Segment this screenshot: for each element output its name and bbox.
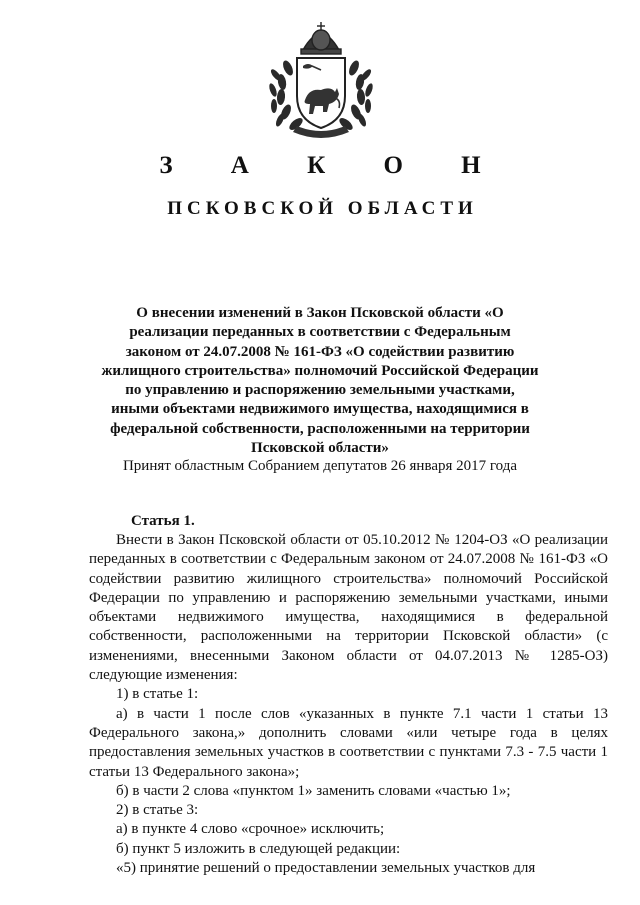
paragraph: а) в части 1 после слов «указанных в пункте 7.1 части 1 статьи 13 Федерального закона,» дополнить словами «или четыре года в целях предоставления земельных участков в соответствии с пунктами 7.3 - 7.5 части 1 статьи 13 Федерального закона»; (89, 705, 608, 780)
coat-of-arms (263, 20, 379, 140)
paragraph: 2) в статье 3: (116, 802, 199, 819)
law-heading: О внесении изменений в Закон Псковской области «О реализации переданных в соответствии с Федеральным законом от 24.07.2008 № 161-ФЗ «О содействии развитию жилищного строительства» полномочий Российской Федерации по управлению и распоряжению земельными участками, иными объектами недвижимого имущества, находящимися в федеральной собственности, расположенными на территории Псковской области» (101, 305, 539, 457)
paragraph: а) в пункте 4 слово «срочное» исключить; (116, 821, 385, 838)
law-region: ПСКОВСКОЙ ОБЛАСТИ (167, 198, 478, 219)
paragraph: б) в части 2 слова «пунктом 1» заменить словами «частью 1»; (116, 782, 511, 799)
paragraph: 1) в статье 1: (116, 686, 199, 703)
pskov-coat-of-arms-icon (263, 20, 379, 140)
article-title: Статья 1. (131, 513, 195, 529)
paragraph: «5) принятие решений о предоставлении земельных участков для (116, 860, 536, 877)
adoption-note: Принят областным Собранием депутатов 26 января 2017 года (122, 458, 518, 474)
paragraph: Внести в Закон Псковской области от 05.10.2012 № 1204-ОЗ «О реализации переданных в соответствии с Федеральным законом от 24.07.2008 № 161-ФЗ «О содействии развитию жилищного строительства» полномочий Российской Федерации по управлению и распоряжению земельными участками, иными объектами недвижимого имущества, находящимися в федеральной собственности, расположенными на территории Псковской области» (с изменениями, внесенными Законом области от 04.07.2013 № 1285-ОЗ) следующие изменения: (89, 532, 608, 684)
paragraph: б) пункт 5 изложить в следующей редакции: (116, 840, 401, 857)
law-title: З А К О Н (159, 152, 507, 179)
article-body (89, 531, 608, 878)
